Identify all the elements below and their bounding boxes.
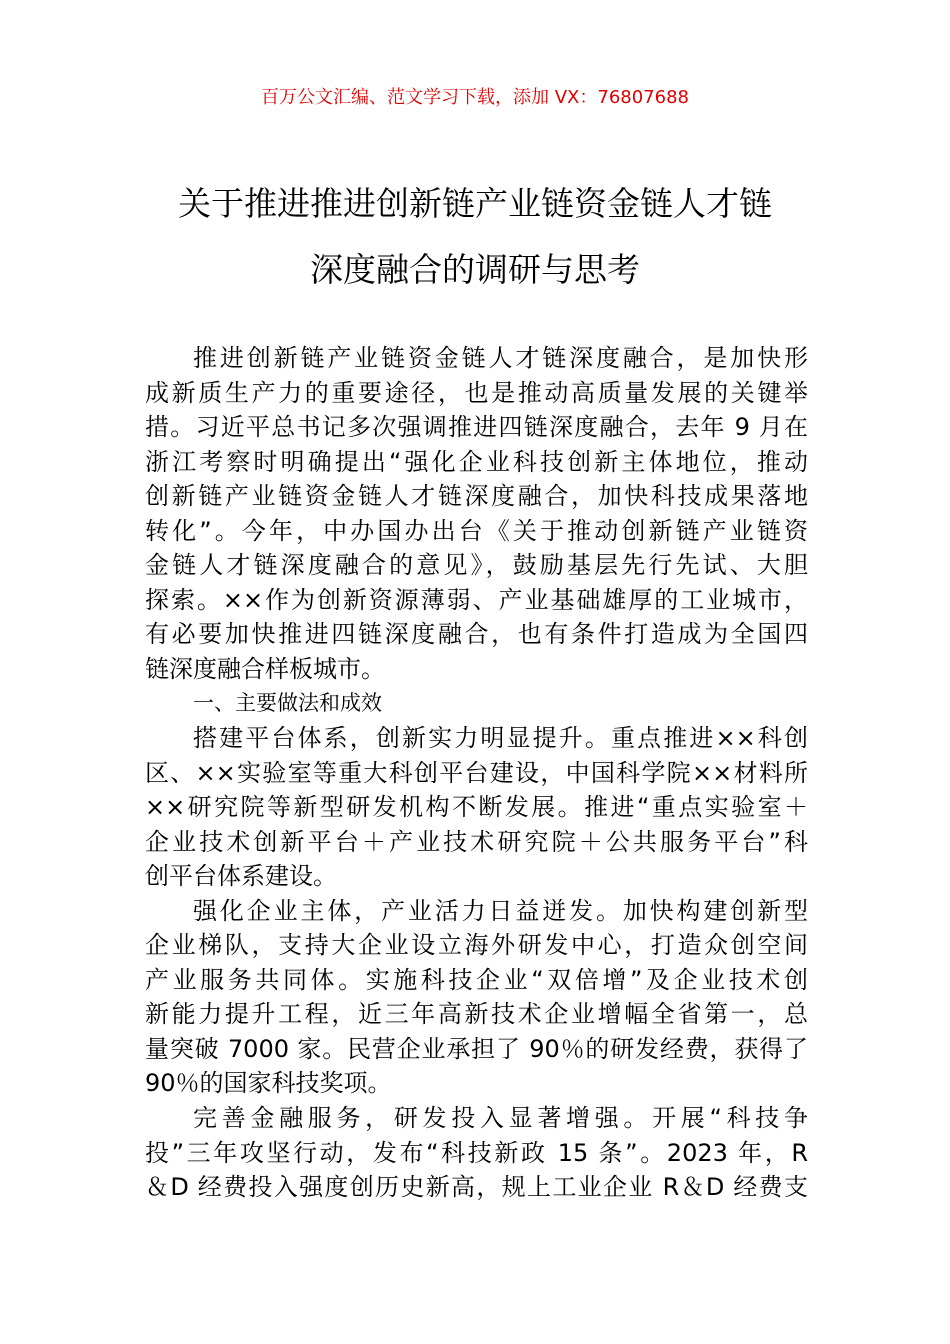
body-line: 推进创新链产业链资金链人才链深度融合，是加快形	[193, 344, 808, 372]
header-note: 百万公文汇编、范文学习下载，添加 VX：76807688	[261, 87, 689, 108]
body-line: 企业技术创新平台＋产业技术研究院＋公共服务平台”科	[145, 827, 808, 856]
body-line: 创平台体系建设。	[145, 862, 337, 891]
body-line: 90％的国家科技奖项。	[145, 1069, 392, 1098]
document-title-line-1: 关于推进推进创新链产业链资金链人才链	[178, 184, 772, 223]
body-line: 强化企业主体，产业活力日益迸发。加快构建创新型	[193, 896, 808, 925]
body-line: 企业梯队，支持大企业设立海外研发中心，打造众创空间	[145, 931, 808, 960]
body-line: 量突破 7000 家。民营企业承担了 90％的研发经费，获得了	[145, 1034, 808, 1063]
body-line: 浙江考察时明确提出“强化企业科技创新主体地位，推动	[145, 447, 808, 476]
body-line: 完善金融服务，研发投入显著增强。开展“科技争	[193, 1104, 808, 1133]
document-body	[145, 341, 808, 1205]
body-line: 产业服务共同体。实施科技企业“双倍增”及企业技术创	[145, 965, 808, 994]
body-line: 链深度融合样板城市。	[145, 654, 385, 683]
body-line: 措。习近平总书记多次强调推进四链深度融合，去年 9 月在	[145, 413, 808, 442]
body-line: ××研究院等新型研发机构不断发展。推进“重点实验室＋	[145, 793, 808, 822]
body-line: 区、××实验室等重大科创平台建设，中国科学院××材料所	[145, 758, 808, 787]
body-line: 转化”。今年，中办国办出台《关于推动创新链产业链资	[145, 516, 808, 545]
body-line: 创新链产业链资金链人才链深度融合，加快科技成果落地	[145, 482, 808, 511]
body-line: 金链人才链深度融合的意见》，鼓励基层先行先试、大胆	[145, 551, 808, 580]
body-line: 新能力提升工程，近三年高新技术企业增幅全省第一，总	[145, 1000, 808, 1029]
body-line: 有必要加快推进四链深度融合，也有条件打造成为全国四	[145, 620, 808, 649]
document-title-line-2: 深度融合的调研与思考	[310, 250, 640, 289]
body-line: 搭建平台体系，创新实力明显提升。重点推进××科创	[193, 724, 808, 753]
body-line: 成新质生产力的重要途径，也是推动高质量发展的关键举	[145, 378, 808, 407]
body-line: 投”三年攻坚行动，发布“科技新政 15 条”。2023 年，R	[145, 1138, 808, 1167]
body-line: 探索。××作为创新资源薄弱、产业基础雄厚的工业城市，	[145, 585, 808, 614]
body-line: ＆D 经费投入强度创历史新高，规上工业企业 R＆D 经费支	[145, 1173, 808, 1202]
section-heading: 一、主要做法和成效	[193, 691, 382, 716]
